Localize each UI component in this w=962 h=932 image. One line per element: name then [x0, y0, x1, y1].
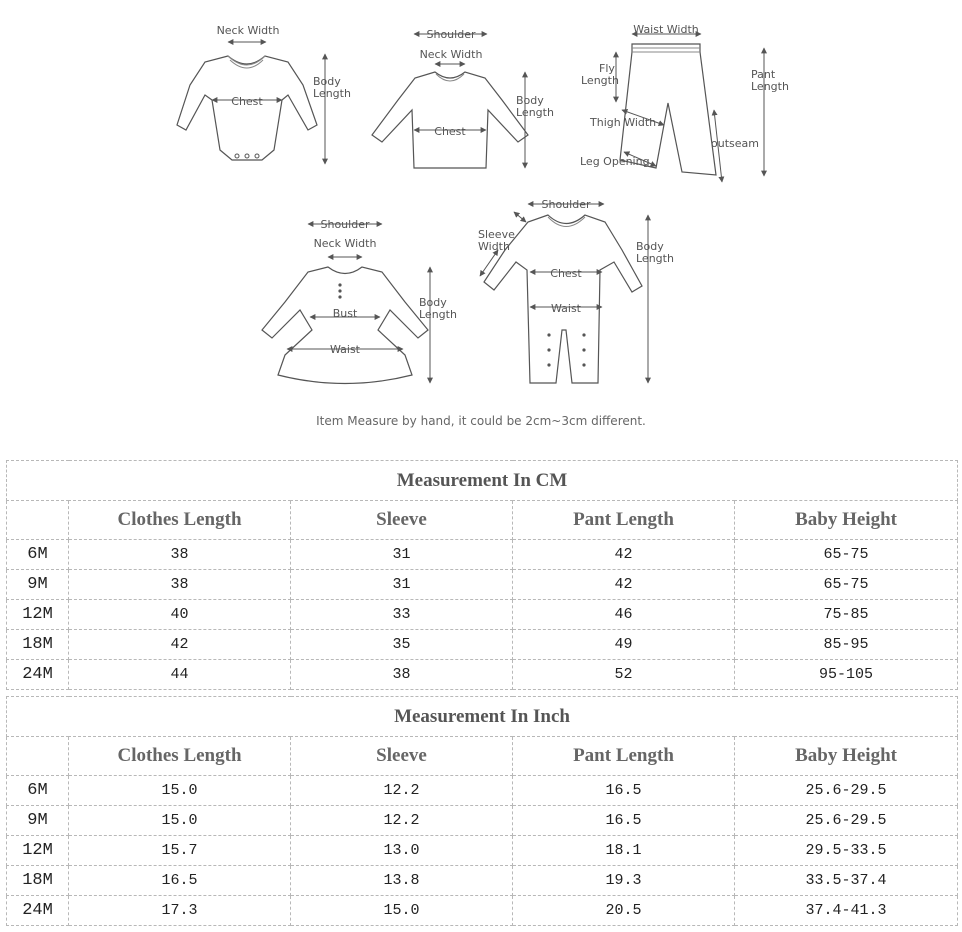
sleeve-cell: 38 — [291, 660, 513, 690]
sleeve-cell: 35 — [291, 630, 513, 660]
bodysuit-chest-label: Chest — [231, 95, 263, 108]
clothes-length-cell: 17.3 — [69, 896, 291, 926]
clothes-length-cell: 40 — [69, 600, 291, 630]
dress-shoulder-label: Shoulder — [320, 218, 370, 231]
pant-length-cell: 16.5 — [513, 806, 735, 836]
romper-sleeve-label: Sleeve — [478, 228, 515, 241]
pant-length-cell: 18.1 — [513, 836, 735, 866]
bodysuit-figure — [177, 24, 351, 164]
romper-chest-label: Chest — [550, 267, 582, 280]
pant-length-cell: 49 — [513, 630, 735, 660]
tshirt-length-label: Length — [516, 106, 554, 119]
cm-header-size — [7, 501, 69, 540]
size-cell: 24M — [7, 660, 69, 690]
pants-thigh-width-label: Thigh Width — [590, 116, 657, 129]
clothes-length-cell: 44 — [69, 660, 291, 690]
pant-length-cell: 46 — [513, 600, 735, 630]
baby-height-cell: 29.5-33.5 — [735, 836, 958, 866]
inch-size-table — [6, 696, 958, 926]
baby-height-cell: 25.6-29.5 — [735, 776, 958, 806]
romper-shoulder-label: Shoulder — [541, 198, 591, 211]
inch-header-size — [7, 737, 69, 776]
clothes-length-cell: 38 — [69, 540, 291, 570]
sleeve-cell: 12.2 — [291, 806, 513, 836]
size-cell: 9M — [7, 806, 69, 836]
inch-header-pant-length: Pant Length — [513, 737, 735, 776]
pants-fly-label: Fly — [599, 62, 615, 75]
pants-waist-width-label: Waist Width — [633, 23, 699, 36]
clothes-length-cell: 16.5 — [69, 866, 291, 896]
cm-header-clothes-length: Clothes Length — [69, 501, 291, 540]
baby-height-cell: 65-75 — [735, 570, 958, 600]
pants-pant-label: Pant — [751, 68, 776, 81]
pant-length-cell: 42 — [513, 540, 735, 570]
pant-length-cell: 52 — [513, 660, 735, 690]
table-row — [7, 896, 958, 926]
tshirt-figure — [372, 28, 554, 168]
romper-sleeve-width-label: Width — [478, 240, 510, 253]
table-row — [7, 600, 958, 630]
clothes-length-cell: 15.7 — [69, 836, 291, 866]
bodysuit-neck-width-label: Neck Width — [216, 24, 280, 37]
tshirt-body-label: Body — [516, 94, 544, 107]
romper-waist-label: Waist — [550, 302, 582, 315]
table-row — [7, 570, 958, 600]
pant-length-cell: 16.5 — [513, 776, 735, 806]
measurement-diagram — [0, 0, 962, 440]
baby-height-cell: 37.4-41.3 — [735, 896, 958, 926]
sleeve-cell: 12.2 — [291, 776, 513, 806]
table-row — [7, 806, 958, 836]
clothes-length-cell: 15.0 — [69, 776, 291, 806]
pants-figure — [580, 23, 789, 182]
tshirt-shoulder-label: Shoulder — [426, 28, 476, 41]
table-row — [7, 866, 958, 896]
dress-bust-label: Bust — [332, 307, 358, 320]
table-row — [7, 836, 958, 866]
pant-length-cell: 20.5 — [513, 896, 735, 926]
baby-height-cell: 25.6-29.5 — [735, 806, 958, 836]
clothes-length-cell: 38 — [69, 570, 291, 600]
cm-header-pant-length: Pant Length — [513, 501, 735, 540]
sleeve-cell: 33 — [291, 600, 513, 630]
inch-header-baby-height: Baby Height — [735, 737, 958, 776]
cm-table-body — [7, 461, 958, 690]
table-row — [7, 630, 958, 660]
inch-header-clothes-length: Clothes Length — [69, 737, 291, 776]
size-cell: 12M — [7, 600, 69, 630]
size-cell: 9M — [7, 570, 69, 600]
cm-header-baby-height: Baby Height — [735, 501, 958, 540]
measure-note: Item Measure by hand, it could be 2cm~3cm different. — [316, 414, 646, 428]
baby-height-cell: 33.5-37.4 — [735, 866, 958, 896]
dress-body-label: Body — [419, 296, 447, 309]
pants-outseam-label: outseam — [711, 137, 759, 150]
clothes-length-cell: 15.0 — [69, 806, 291, 836]
inch-table-title: Measurement In Inch — [7, 697, 958, 737]
tshirt-neck-width-label: Neck Width — [419, 48, 483, 61]
size-cell: 12M — [7, 836, 69, 866]
romper-length-label: Length — [636, 252, 674, 265]
sleeve-cell: 13.0 — [291, 836, 513, 866]
size-cell: 18M — [7, 866, 69, 896]
dress-neck-width-label: Neck Width — [313, 237, 377, 250]
sleeve-cell: 31 — [291, 570, 513, 600]
tshirt-chest-label: Chest — [434, 125, 466, 138]
size-cell: 6M — [7, 540, 69, 570]
baby-height-cell: 75-85 — [735, 600, 958, 630]
romper-figure — [478, 198, 674, 383]
table-row — [7, 540, 958, 570]
dress-figure — [262, 218, 457, 384]
size-cell: 24M — [7, 896, 69, 926]
baby-height-cell: 85-95 — [735, 630, 958, 660]
cm-table-title: Measurement In CM — [7, 461, 958, 501]
inch-table-body — [7, 697, 958, 926]
table-row — [7, 660, 958, 690]
pants-pant-length-label: Length — [751, 80, 789, 93]
pant-length-cell: 42 — [513, 570, 735, 600]
pants-fly-length-label: Length — [581, 74, 619, 87]
baby-height-cell: 65-75 — [735, 540, 958, 570]
inch-header-sleeve: Sleeve — [291, 737, 513, 776]
sleeve-cell: 31 — [291, 540, 513, 570]
bodysuit-length-label: Length — [313, 87, 351, 100]
size-cell: 18M — [7, 630, 69, 660]
bodysuit-body-label: Body — [313, 75, 341, 88]
sleeve-cell: 15.0 — [291, 896, 513, 926]
dress-waist-label: Waist — [329, 343, 361, 356]
cm-size-table — [6, 460, 958, 690]
pants-leg-opening-label: Leg Opening — [580, 155, 650, 168]
baby-height-cell: 95-105 — [735, 660, 958, 690]
pant-length-cell: 19.3 — [513, 866, 735, 896]
clothes-length-cell: 42 — [69, 630, 291, 660]
dress-length-label: Length — [419, 308, 457, 321]
romper-body-label: Body — [636, 240, 664, 253]
size-cell: 6M — [7, 776, 69, 806]
table-row — [7, 776, 958, 806]
sleeve-cell: 13.8 — [291, 866, 513, 896]
cm-header-sleeve: Sleeve — [291, 501, 513, 540]
